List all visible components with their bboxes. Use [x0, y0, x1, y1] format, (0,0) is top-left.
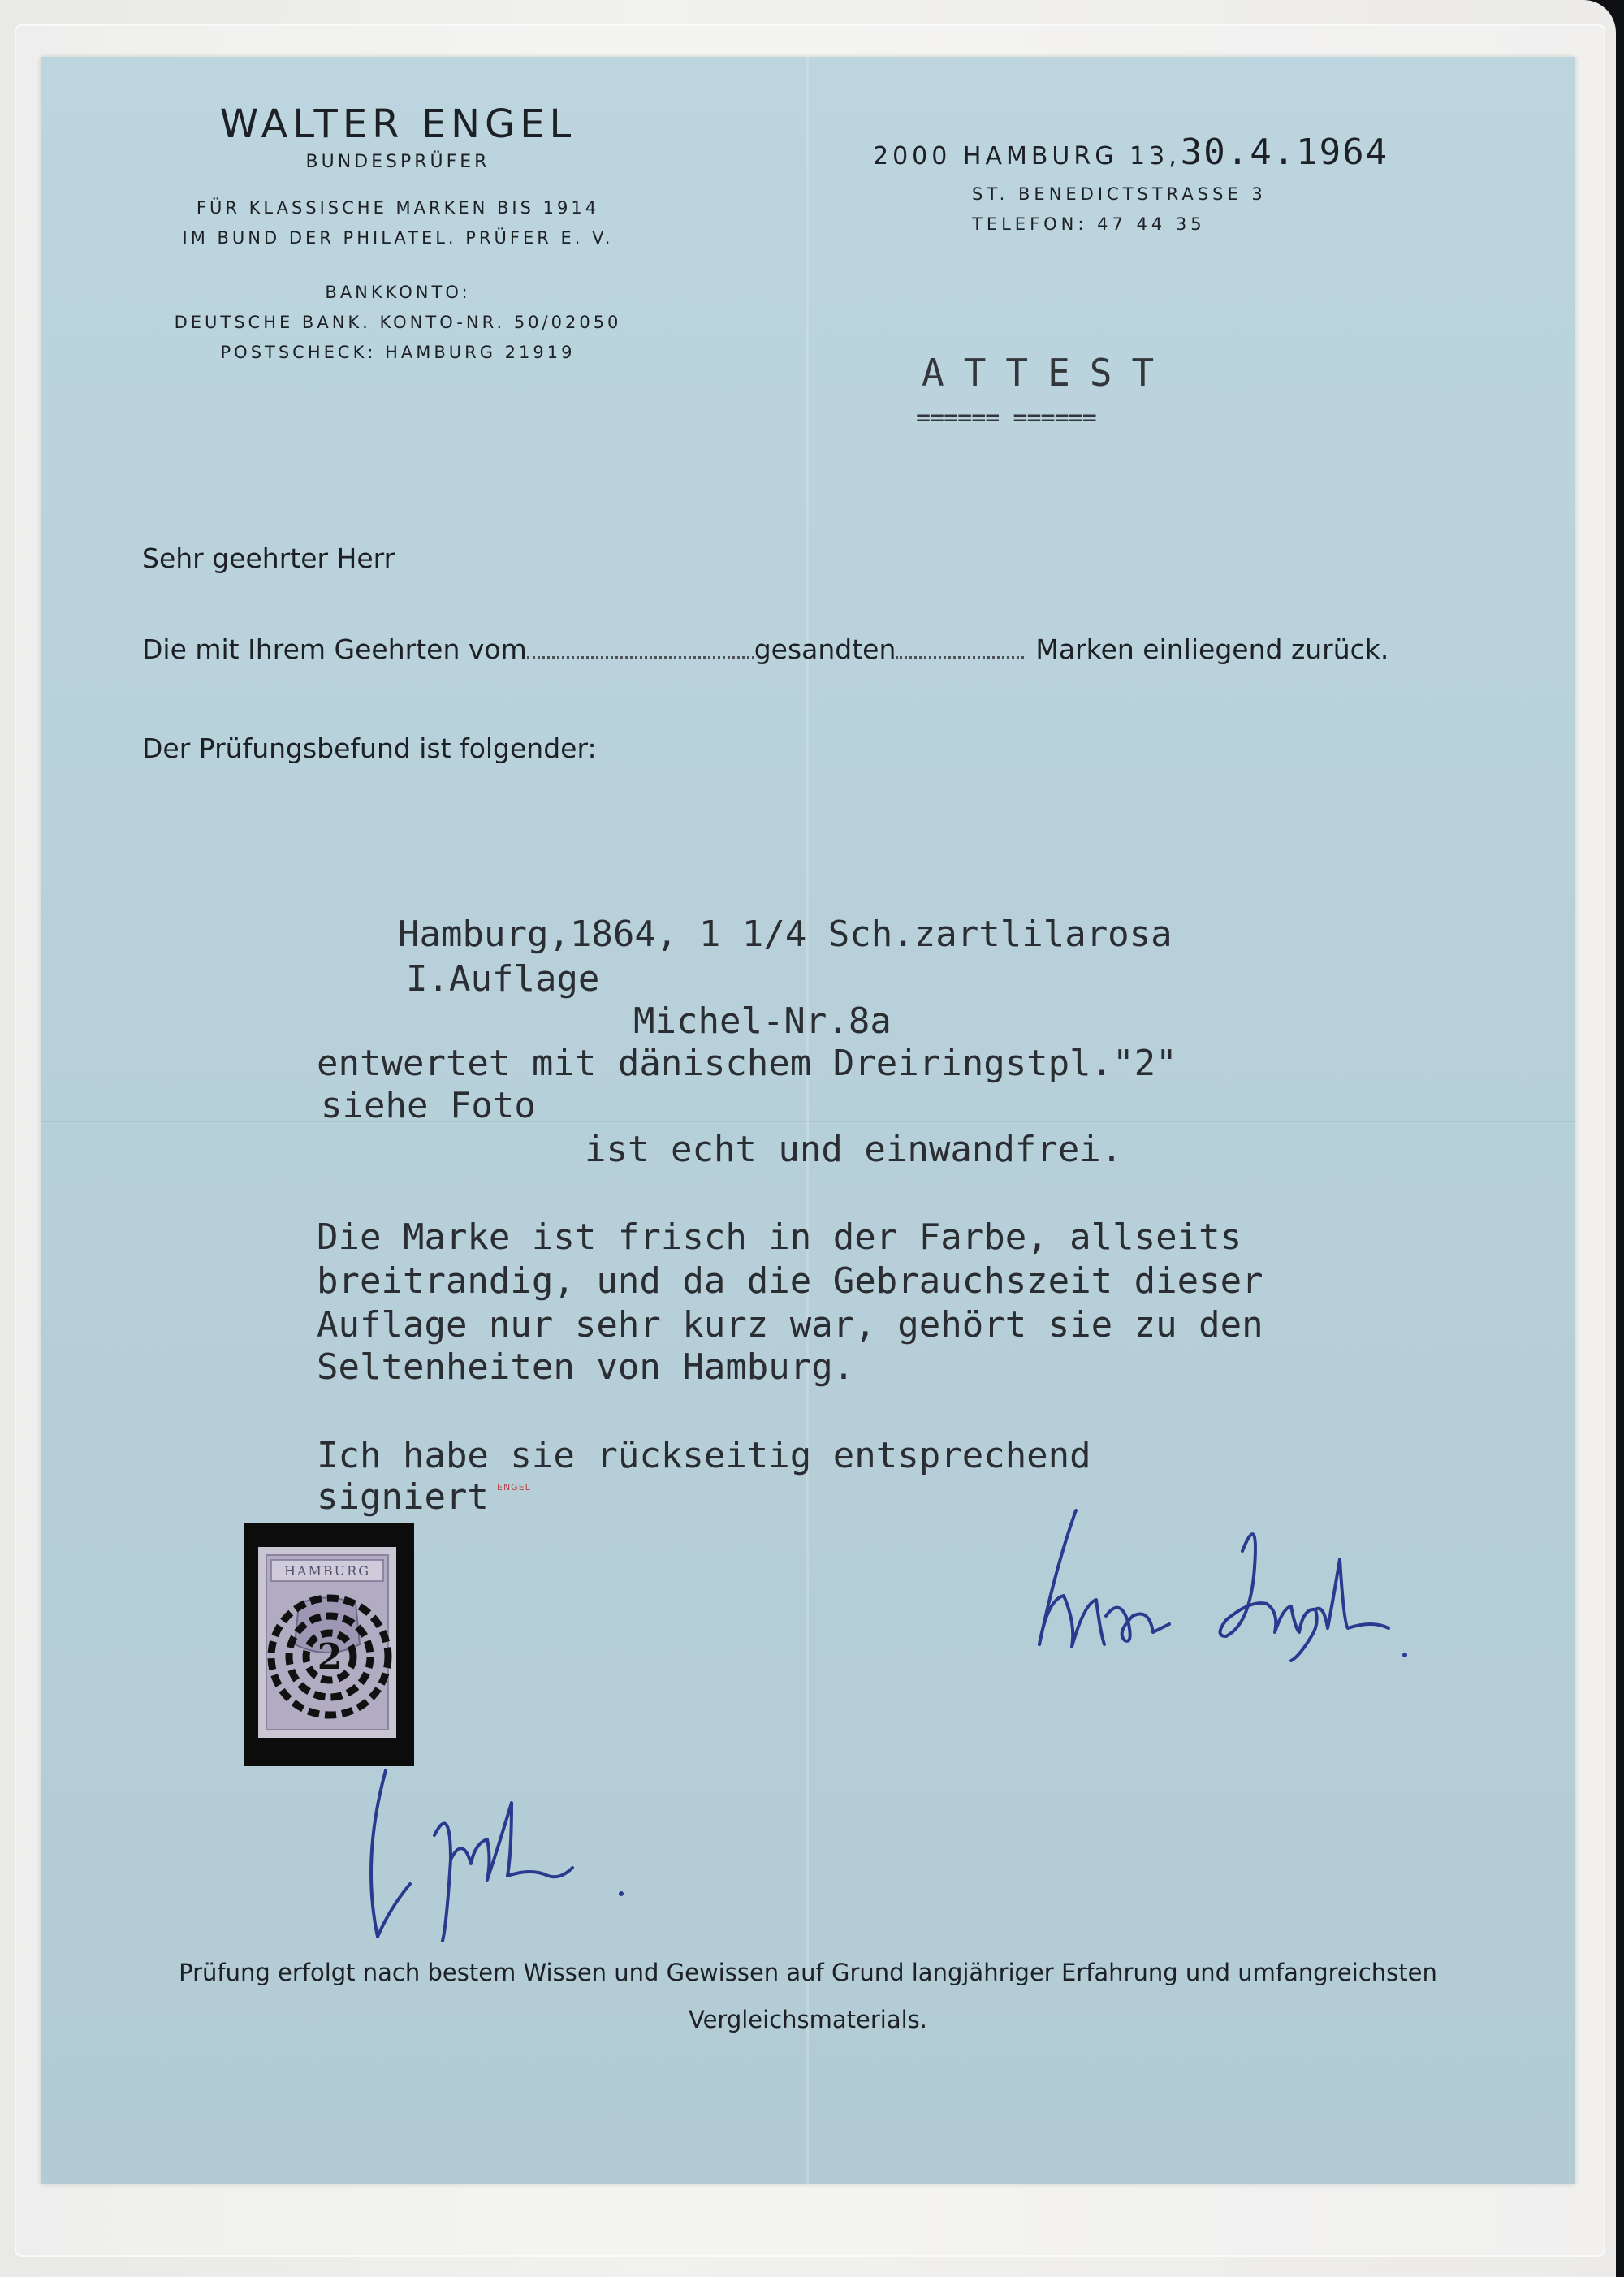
count-blank [896, 648, 1024, 659]
letterhead-name: WALTER ENGEL [219, 102, 577, 147]
stamp-image [258, 1547, 396, 1738]
finding-line-3: Michel-Nr.8a [633, 1000, 892, 1042]
fold-line-horizontal [41, 1121, 1575, 1122]
sent-line [142, 633, 1482, 665]
expert-mini-stamp: ENGEL [497, 1482, 531, 1493]
paragraph-2-line-2: breitrandig, und da die Gebrauchszeit dieser [317, 1260, 1263, 1302]
footer-line-2: Vergleichsmaterials. [688, 2006, 927, 2033]
sent-text-2: gesandten [754, 633, 896, 665]
letterhead [114, 102, 682, 368]
finding-line-1: Hamburg,1864, 1 1/4 Sch.zartlilarosa [398, 914, 1173, 955]
postscheck: POSTSCHECK: HAMBURG 21919 [220, 343, 576, 362]
certificate-date: 30.4.1964 [1180, 132, 1389, 173]
paragraph-2-line-4: Seltenheiten von Hamburg. [317, 1346, 855, 1388]
address-city: 2000 HAMBURG 13, [873, 142, 1181, 171]
address-street: ST. BENEDICTSTRASSE 3 [972, 184, 1267, 204]
footer-line-1: Prüfung erfolgt nach bestem Wissen und Gewissen auf Grund langjähriger Erfahrung und umfangreichsten [179, 1959, 1437, 1986]
finding-line-4: entwertet mit dänischem Dreiringstpl."2" [317, 1043, 1177, 1084]
bank-account: DEUTSCHE BANK. KONTO-NR. 50/02050 [174, 313, 622, 332]
finding-line-2: I.Auflage [406, 958, 600, 1000]
stamp-inscription: HAMBURG [284, 1563, 370, 1579]
title-underline: ====== ====== [916, 404, 1096, 432]
bank-label: BANKKONTO: [325, 283, 471, 302]
footer-disclaimer [122, 1949, 1494, 2043]
address-phone: TELEFON: 47 44 35 [972, 214, 1206, 234]
paragraph-3-line-2: signiert [317, 1476, 489, 1518]
signature-photo [329, 1738, 654, 1957]
finding-line-5: siehe Foto [321, 1085, 536, 1126]
paragraph-3-line-1: Ich habe sie rückseitig entsprechend [317, 1435, 1091, 1476]
paragraph-2-line-3: Auflage nur sehr kurz war, gehört sie zu den [317, 1304, 1263, 1346]
address-block [873, 132, 1389, 240]
certificate-sheet [41, 57, 1575, 2184]
letterhead-line-1: FÜR KLASSISCHE MARKEN BIS 1914 [196, 198, 600, 218]
document-title: ATTEST [922, 351, 1174, 395]
sent-text-1: Die mit Ihrem Geehrten vom [142, 633, 527, 665]
paragraph-2-line-1: Die Marke ist frisch in der Farbe, allseits [317, 1216, 1242, 1258]
findings-label: Der Prüfungsbefund ist folgender: [142, 732, 597, 764]
signature-main [934, 1462, 1437, 1705]
salutation: Sehr geehrter Herr [142, 542, 395, 574]
sent-text-3: Marken einliegend zurück. [1035, 633, 1389, 665]
letterhead-title: BUNDESPRÜFER [305, 152, 490, 172]
finding-line-6: ist echt und einwandfrei. [585, 1129, 1123, 1170]
date-blank [527, 648, 754, 659]
cancel-number: 2 [317, 1636, 343, 1678]
letterhead-line-2: IM BUND DER PHILATEL. PRÜFER E. V. [182, 228, 614, 248]
